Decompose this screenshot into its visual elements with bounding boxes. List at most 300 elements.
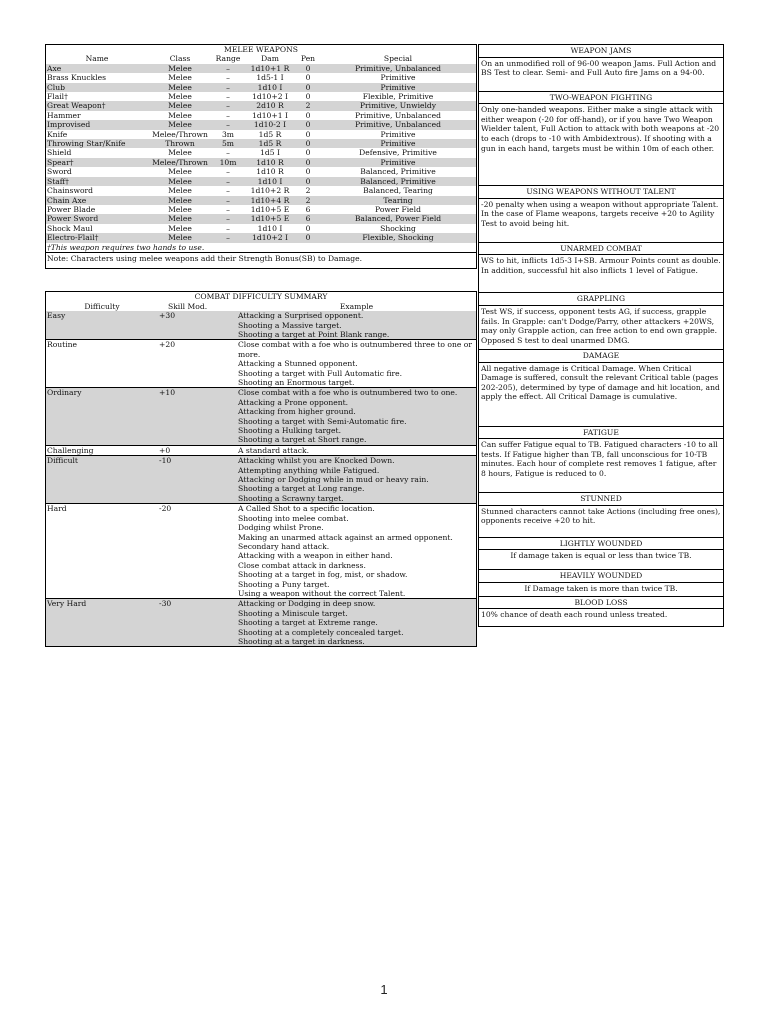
weapon-name: Chainsword — [47, 186, 94, 196]
difficulty-skill-mod — [158, 609, 237, 618]
difficulty-level — [46, 494, 159, 504]
weapon-range: – — [226, 92, 230, 102]
melee-weapons-header-row — [46, 54, 477, 63]
weapon-damage: 1d10+1 R — [250, 63, 290, 73]
difficulty-row — [46, 398, 477, 407]
rule-box — [478, 293, 724, 350]
weapon-range: – — [226, 204, 230, 214]
weapon-class: Melee — [168, 186, 192, 196]
weapon-special: Primitive — [380, 82, 416, 92]
difficulty-level — [46, 378, 159, 388]
rule-body: If Damage taken is more than twice TB. — [479, 582, 723, 596]
weapon-range: – — [226, 73, 230, 83]
col-header-example: Example — [339, 301, 374, 311]
weapon-pen: 0 — [305, 139, 311, 149]
weapon-pen: 0 — [305, 129, 311, 139]
rule-body: Only one-handed weapons. Either make a single attack with either weapon (-20 for off-hand), or if you have Two Weapon Wielder talent, Full Action to attack with both weapons at -20 to each (drops to -10 with Ambidextrous). If shooting with a gun in each hand, targets must be within 10m of each other. — [479, 103, 723, 185]
melee-weapons-title: MELEE WEAPONS — [224, 45, 298, 54]
difficulty-level — [46, 561, 159, 570]
weapon-class: Thrown — [165, 139, 195, 149]
weapon-pen: 0 — [305, 92, 311, 102]
weapon-name: Flail† — [47, 92, 68, 102]
difficulty-example: Attacking from higher ground. — [238, 407, 356, 417]
weapon-range: – — [226, 110, 230, 120]
col-header-pen: Pen — [300, 54, 316, 64]
rule-box — [478, 538, 724, 571]
rule-box — [478, 92, 724, 187]
weapon-damage: 1d10+1 I — [252, 110, 288, 120]
difficulty-row — [46, 589, 477, 599]
difficulty-example: Shooting at a completely concealed target. — [238, 627, 404, 637]
weapon-damage: 1d10+5 E — [250, 214, 290, 224]
weapon-damage: 1d5-1 I — [256, 73, 284, 83]
weapon-range: – — [226, 167, 230, 177]
weapon-range: – — [226, 148, 230, 158]
difficulty-skill-mod — [158, 435, 237, 445]
weapon-pen: 0 — [305, 63, 311, 73]
rule-body: Can suffer Fatigue equal to TB. Fatigued characters -10 to all tests. If Fatigue higher than TB, fall unconscious for 10-TB minutes. Each hour of complete rest removes 1 fatigue, after 8 hours, Fatigue is reduced to 0. — [479, 438, 723, 492]
melee-note: Note: Characters using melee weapons add their Strength Bonus(SB) to Damage. — [47, 253, 363, 263]
weapon-class: Melee — [168, 92, 192, 102]
weapon-class: Melee — [168, 204, 192, 214]
difficulty-skill-mod — [158, 542, 237, 551]
weapon-special: Balanced, Power Field — [354, 214, 442, 224]
weapon-class: Melee — [168, 167, 192, 177]
difficulty-level — [46, 359, 159, 368]
difficulty-level — [46, 618, 159, 627]
weapon-pen: 2 — [305, 186, 311, 196]
weapon-pen: 0 — [305, 73, 311, 83]
weapon-range: – — [226, 120, 230, 130]
weapon-pen: 2 — [305, 195, 311, 205]
rule-box — [478, 350, 724, 427]
difficulty-row — [46, 330, 477, 340]
rule-body: If damage taken is equal or less than twice TB. — [479, 549, 723, 569]
weapon-class: Melee — [168, 73, 192, 83]
combat-difficulty-header-row — [46, 302, 477, 311]
difficulty-level — [46, 609, 159, 618]
weapon-class: Melee — [168, 214, 192, 224]
difficulty-example: Attacking whilst you are Knocked Down. — [238, 456, 395, 466]
difficulty-skill-mod — [158, 484, 237, 493]
difficulty-skill-mod: -10 — [159, 456, 172, 466]
difficulty-level — [46, 533, 159, 542]
weapon-special: Primitive, Unbalanced — [354, 120, 442, 130]
weapon-range: – — [226, 176, 230, 186]
col-header-dam: Dam — [261, 54, 279, 64]
difficulty-level: Challenging — [47, 445, 94, 455]
melee-weapon-row — [46, 64, 477, 73]
weapon-class: Melee/Thrown — [152, 129, 208, 139]
weapon-class: Melee — [168, 148, 192, 158]
difficulty-example: Dodging whilst Prone. — [238, 523, 324, 533]
difficulty-skill-mod — [158, 494, 237, 504]
difficulty-level — [46, 514, 159, 523]
weapon-range: – — [226, 101, 230, 111]
weapon-class: Melee — [168, 82, 192, 92]
melee-weapon-row — [46, 224, 477, 233]
difficulty-row — [46, 388, 477, 398]
weapon-class: Melee/Thrown — [152, 157, 208, 167]
difficulty-level — [46, 475, 159, 484]
weapon-damage: 1d10+2 R — [250, 186, 290, 196]
melee-weapons-table — [45, 44, 477, 269]
difficulty-row — [46, 504, 477, 514]
combat-difficulty-title: COMBAT DIFFICULTY SUMMARY — [194, 292, 328, 302]
weapon-name: Chain Axe — [47, 195, 87, 205]
difficulty-example: Shooting at a target in fog, mist, or shadow. — [238, 570, 408, 580]
difficulty-row — [46, 475, 477, 484]
weapon-class: Melee — [168, 176, 192, 186]
difficulty-example: A standard attack. — [238, 445, 309, 455]
rule-box — [478, 597, 724, 628]
melee-weapon-row — [46, 196, 477, 205]
weapon-special: Primitive — [380, 129, 416, 139]
melee-weapon-row — [46, 83, 477, 92]
difficulty-example: Shooting a Scrawny target. — [238, 493, 344, 503]
melee-weapon-row — [46, 158, 477, 167]
difficulty-skill-mod — [158, 533, 237, 542]
weapon-damage: 1d10 I — [257, 82, 283, 92]
weapon-name: Throwing Star/Knife — [47, 139, 126, 149]
difficulty-row — [46, 637, 477, 647]
difficulty-skill-mod: +0 — [159, 445, 171, 455]
weapon-damage: 1d10 I — [257, 223, 283, 233]
weapon-range: 3m — [221, 129, 235, 139]
difficulty-example: Close combat with a foe who is outnumbered three to one or more. — [238, 340, 472, 359]
weapon-pen: 0 — [305, 82, 311, 92]
melee-weapon-row — [46, 205, 477, 214]
rule-title: USING WEAPONS WITHOUT TALENT — [526, 187, 676, 197]
difficulty-skill-mod: +20 — [159, 340, 176, 350]
melee-weapon-row — [46, 130, 477, 139]
difficulty-level: Easy — [47, 311, 66, 321]
difficulty-row — [46, 435, 477, 445]
difficulty-row — [46, 378, 477, 388]
col-header-class: Class — [169, 54, 191, 64]
weapon-name: Knife — [47, 129, 68, 139]
difficulty-row — [46, 311, 477, 320]
difficulty-level — [46, 580, 159, 589]
difficulty-level — [46, 369, 159, 378]
difficulty-example: Close combat with a foe who is outnumbered two to one. — [238, 388, 458, 398]
weapon-name: Power Blade — [47, 204, 96, 214]
melee-weapon-row — [46, 92, 477, 101]
weapon-pen: 0 — [305, 233, 311, 243]
melee-weapon-row — [46, 177, 477, 186]
difficulty-example: Shooting an Enormous target. — [238, 378, 355, 387]
difficulty-row — [46, 445, 477, 455]
difficulty-example: A Called Shot to a specific location. — [238, 504, 375, 514]
difficulty-row — [46, 523, 477, 532]
weapon-class: Melee — [168, 223, 192, 233]
weapon-damage: 1d10+5 E — [250, 204, 290, 214]
col-header-name: Name — [85, 54, 109, 64]
weapon-name: Power Sword — [47, 214, 99, 224]
difficulty-example: Attempting anything while Fatigued. — [238, 465, 380, 475]
melee-weapon-row — [46, 148, 477, 157]
weapon-pen: 0 — [305, 167, 311, 177]
weapon-special: Flexible, Shocking — [362, 233, 434, 243]
reference-sheet — [45, 44, 724, 786]
difficulty-example: Attacking with a weapon in either hand. — [238, 551, 393, 561]
weapon-range: – — [226, 82, 230, 92]
rule-body: -20 penalty when using a weapon without appropriate Talent. In the case of Flame weapons, targets receive +20 to Agility Test to avoid being hit. — [479, 198, 723, 242]
weapon-pen: 0 — [305, 148, 311, 158]
rule-title: DAMAGE — [582, 350, 620, 360]
difficulty-level: Difficult — [47, 456, 78, 466]
difficulty-row — [46, 456, 477, 466]
rule-title: BLOOD LOSS — [574, 597, 628, 607]
weapon-name: Shield — [47, 148, 72, 158]
difficulty-example: Attacking or Dodging while in mud or heavy rain. — [238, 475, 429, 485]
rule-box — [478, 243, 724, 294]
weapon-damage: 1d5 I — [260, 148, 280, 158]
melee-weapon-row — [46, 167, 477, 176]
difficulty-level: Ordinary — [47, 388, 82, 398]
rule-body: All negative damage is Critical Damage. When Critical Damage is suffered, consult the relevant Critical table (pages 202-205), determined by type of damage and hit location, and apply the effect. All Critical Damage is cumulative. — [479, 362, 723, 426]
weapon-class: Melee — [168, 110, 192, 120]
difficulty-skill-mod — [158, 466, 237, 475]
difficulty-row — [46, 466, 477, 475]
difficulty-example: Attacking a Stunned opponent. — [238, 359, 358, 369]
difficulty-skill-mod — [158, 523, 237, 532]
difficulty-example: Secondary hand attack. — [238, 541, 330, 551]
difficulty-row — [46, 533, 477, 542]
difficulty-example: Shooting a target at Extreme range. — [238, 618, 378, 628]
difficulty-skill-mod: +30 — [159, 311, 176, 321]
difficulty-skill-mod — [158, 589, 237, 599]
melee-weapon-row — [46, 233, 477, 242]
difficulty-skill-mod — [158, 475, 237, 484]
rule-title: WEAPON JAMS — [570, 46, 632, 55]
difficulty-row — [46, 494, 477, 504]
weapon-special: Shocking — [380, 223, 416, 233]
weapon-damage: 1d10 R — [256, 157, 284, 167]
weapon-name: Staff† — [47, 176, 69, 186]
difficulty-skill-mod — [158, 407, 237, 416]
page-number: 1 — [380, 982, 388, 997]
difficulty-skill-mod — [158, 321, 237, 330]
difficulty-level — [46, 542, 159, 551]
difficulty-example: Shooting a target with Semi-Automatic fire. — [238, 416, 407, 426]
weapon-name: Electro-Flail† — [47, 233, 99, 243]
weapon-damage: 1d10-2 I — [253, 120, 287, 130]
difficulty-skill-mod: -20 — [159, 504, 172, 514]
difficulty-example: Making an unarmed attack against an armed opponent. — [238, 532, 453, 542]
difficulty-level — [46, 466, 159, 475]
weapon-damage: 1d5 R — [258, 129, 282, 139]
weapon-special: Tearing — [383, 195, 413, 205]
difficulty-level — [46, 570, 159, 579]
melee-weapons-body — [46, 64, 477, 243]
rule-body: Stunned characters cannot take Actions (including free ones), opponents receive +20 to hit. — [479, 505, 723, 537]
rule-body: WS to hit, inflicts 1d5-3 I+SB. Armour Points count as double. In addition, successful hit also inflicts 1 level of Fatigue. — [479, 254, 723, 292]
rule-box — [478, 44, 724, 92]
difficulty-skill-mod — [158, 551, 237, 560]
rule-title: LIGHTLY WOUNDED — [559, 538, 643, 548]
difficulty-row — [46, 542, 477, 551]
melee-weapon-row — [46, 139, 477, 148]
rule-title: FATIGUE — [583, 427, 619, 437]
weapon-name: Axe — [47, 63, 62, 73]
difficulty-skill-mod — [158, 514, 237, 523]
col-header-difficulty: Difficulty — [84, 301, 120, 311]
difficulty-example: Shooting a Hulking target. — [238, 426, 341, 436]
weapon-pen: 0 — [305, 223, 311, 233]
weapon-pen: 2 — [305, 101, 311, 111]
difficulty-level — [46, 330, 159, 340]
difficulty-example: Shooting a Miniscule target. — [238, 608, 348, 618]
weapon-range: 10m — [219, 157, 237, 167]
weapon-class: Melee — [168, 195, 192, 205]
weapon-name: Great Weapon† — [47, 101, 106, 111]
rule-box — [478, 570, 724, 596]
col-header-skill-mod: Skill Mod. — [168, 301, 208, 311]
difficulty-example: Shooting a target at Short range. — [238, 435, 367, 445]
weapon-damage: 1d10 I — [257, 176, 283, 186]
weapon-damage: 1d10+2 I — [252, 92, 288, 102]
difficulty-row — [46, 407, 477, 416]
weapon-name: Shock Maul — [47, 223, 93, 233]
rule-title: UNARMED COMBAT — [560, 243, 642, 253]
difficulty-skill-mod — [158, 637, 237, 647]
difficulty-example: Shooting into melee combat. — [238, 513, 349, 523]
difficulty-skill-mod — [158, 628, 237, 637]
difficulty-skill-mod — [158, 417, 237, 426]
weapon-special: Balanced, Primitive — [360, 176, 436, 186]
difficulty-example: Shooting a Puny target. — [238, 579, 330, 589]
weapon-special: Primitive — [380, 73, 416, 83]
difficulty-row — [46, 426, 477, 435]
difficulty-row — [46, 628, 477, 637]
weapon-pen: 0 — [305, 157, 311, 167]
difficulty-level — [46, 398, 159, 407]
rule-title: STUNNED — [580, 494, 622, 504]
rule-box — [478, 186, 724, 243]
weapon-damage: 1d10+2 I — [252, 233, 288, 243]
weapon-special: Flexible, Primitive — [362, 92, 434, 102]
weapon-class: Melee — [168, 233, 192, 243]
weapon-class: Melee — [168, 101, 192, 111]
difficulty-skill-mod — [158, 580, 237, 589]
difficulty-example: Shooting at a target in darkness. — [238, 636, 365, 646]
difficulty-level — [46, 426, 159, 435]
weapon-range: 5m — [221, 139, 235, 149]
difficulty-row — [46, 551, 477, 560]
weapon-damage: 1d10+4 R — [250, 195, 290, 205]
weapon-class: Melee — [168, 63, 192, 73]
difficulty-row — [46, 618, 477, 627]
weapon-class: Melee — [168, 120, 192, 130]
weapon-name: Sword — [47, 167, 72, 177]
difficulty-level — [46, 407, 159, 416]
rule-title: TWO-WEAPON FIGHTING — [549, 92, 653, 102]
weapon-pen: 6 — [305, 204, 311, 214]
rule-body: Test WS, if success, opponent tests AG, if success, grapple fails. In Grapple: can't Dodge/Parry, other attackers +20WS, may only Grapple action, can free action to end own grapple. Opposed S test to deal unarmed DMG. — [479, 305, 723, 349]
weapon-name: Improvised — [47, 120, 91, 130]
weapon-special: Balanced, Tearing — [363, 186, 433, 196]
col-header-range: Range — [215, 54, 241, 64]
melee-weapon-row — [46, 186, 477, 195]
weapon-range: – — [226, 233, 230, 243]
difficulty-example: Using a weapon without the correct Talent. — [238, 588, 406, 598]
rule-box — [478, 427, 724, 494]
weapon-range: – — [226, 186, 230, 196]
difficulty-row — [46, 369, 477, 378]
weapon-special: Power Field — [375, 204, 421, 214]
difficulty-skill-mod — [158, 369, 237, 378]
rule-body: 10% chance of death each round unless treated. — [479, 608, 723, 626]
left-column — [45, 44, 477, 647]
difficulty-level: Hard — [47, 504, 67, 514]
weapon-damage: 1d5 R — [258, 139, 282, 149]
melee-weapon-row — [46, 73, 477, 82]
weapon-damage: 1d10 R — [256, 167, 284, 177]
difficulty-level: Very Hard — [47, 599, 87, 609]
difficulty-level — [46, 637, 159, 647]
rule-body: On an unmodified roll of 96-00 weapon Jams. Full Action and BS Test to clear. Semi- and Full Auto fire Jams on a 94-00. — [479, 57, 723, 91]
difficulty-example: Shooting a Massive target. — [238, 320, 342, 330]
weapon-damage: 2d10 R — [256, 101, 284, 111]
difficulty-skill-mod: -30 — [159, 599, 172, 609]
difficulty-row — [46, 570, 477, 579]
weapon-special: Balanced, Primitive — [360, 167, 436, 177]
weapon-pen: 6 — [305, 214, 311, 224]
weapon-range: – — [226, 195, 230, 205]
difficulty-example: Attacking a Prone opponent. — [238, 397, 349, 407]
melee-weapon-row — [46, 111, 477, 120]
difficulty-example: Shooting a target with Full Automatic fire. — [238, 368, 403, 378]
combat-difficulty-table — [45, 291, 477, 647]
difficulty-row — [46, 417, 477, 426]
difficulty-row — [46, 514, 477, 523]
melee-weapon-row — [46, 101, 477, 110]
weapon-name: Spear† — [47, 157, 74, 167]
difficulty-level — [46, 321, 159, 330]
weapon-special: Primitive — [380, 157, 416, 167]
difficulty-skill-mod — [158, 426, 237, 435]
difficulty-level — [46, 589, 159, 599]
difficulty-level — [46, 551, 159, 560]
difficulty-level: Routine — [47, 340, 78, 350]
difficulty-skill-mod — [158, 398, 237, 407]
difficulty-row — [46, 359, 477, 368]
difficulty-row — [46, 599, 477, 609]
difficulty-row — [46, 321, 477, 330]
weapon-range: – — [226, 223, 230, 233]
difficulty-skill-mod — [158, 359, 237, 368]
difficulty-level — [46, 523, 159, 532]
weapon-special: Defensive, Primitive — [359, 148, 437, 158]
difficulty-row — [46, 580, 477, 589]
weapon-special: Primitive — [380, 139, 416, 149]
weapon-name: Hammer — [47, 110, 81, 120]
difficulty-skill-mod — [158, 570, 237, 579]
combat-difficulty-body — [46, 311, 477, 647]
difficulty-row — [46, 340, 477, 359]
weapon-range: – — [226, 63, 230, 73]
weapon-pen: 0 — [305, 110, 311, 120]
weapon-pen: 0 — [305, 176, 311, 186]
rule-title: HEAVILY WOUNDED — [559, 571, 643, 581]
weapon-special: Primitive, Unbalanced — [354, 63, 442, 73]
difficulty-row — [46, 561, 477, 570]
difficulty-row — [46, 484, 477, 493]
melee-footnote: †This weapon requires two hands to use. — [47, 242, 205, 252]
difficulty-example: Attacking a Surprised opponent. — [238, 311, 364, 321]
difficulty-level — [46, 628, 159, 637]
